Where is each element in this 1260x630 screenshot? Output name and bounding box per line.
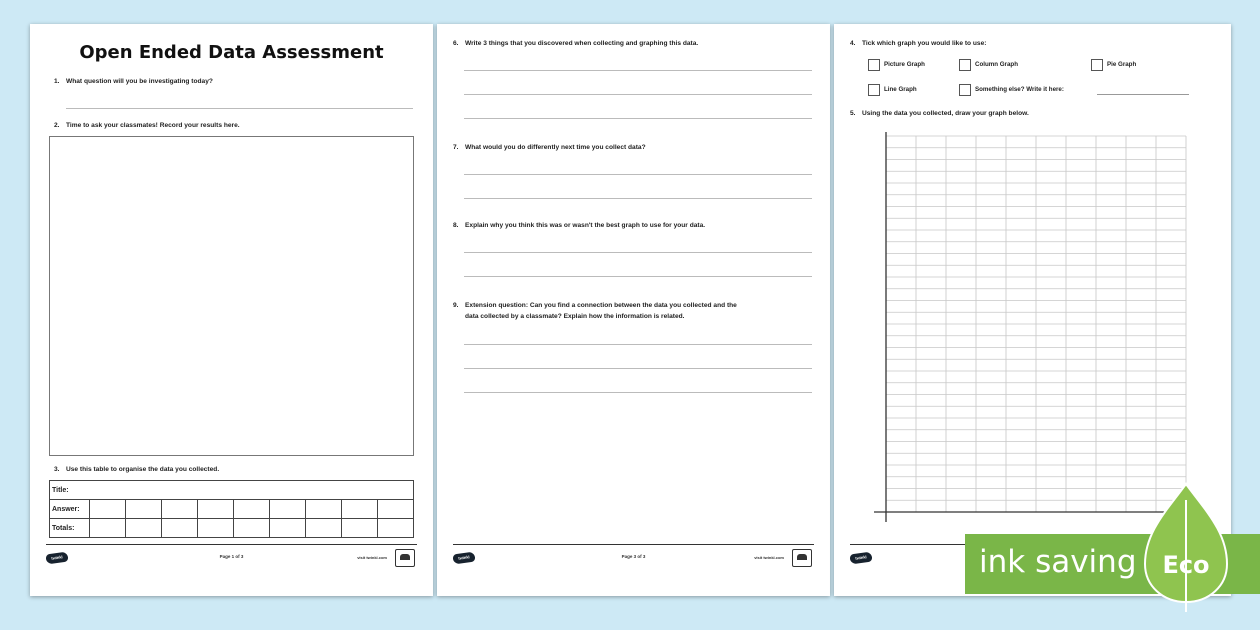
option-label-picture-graph: Picture Graph (884, 61, 925, 68)
answer-line (464, 94, 812, 95)
question-text: Extension question: Can you find a connection between the data you collected and the (465, 302, 737, 309)
table-cell (198, 500, 234, 519)
worksheet-page-3 (437, 24, 830, 596)
quality-badge-icon (395, 549, 415, 567)
question-text: Write 3 things that you discovered when collecting and graphing this data. (465, 40, 699, 47)
table-label-answer: Answer: (50, 500, 90, 519)
table-row (50, 519, 414, 538)
page-footer (453, 544, 814, 574)
table-cell (162, 519, 198, 538)
option-label-line-graph: Line Graph (884, 86, 917, 93)
answer-line (464, 198, 812, 199)
question-number: 6. (453, 40, 459, 47)
question-text: Tick which graph you would like to use: (862, 40, 987, 47)
table-cell (90, 500, 126, 519)
table-cell (162, 500, 198, 519)
results-box (49, 136, 414, 456)
eco-badge-label: Eco (1162, 551, 1210, 579)
table-cell (234, 500, 270, 519)
question-number: 1. (54, 78, 60, 85)
option-label-pie-graph: Pie Graph (1107, 61, 1137, 68)
question-number: 5. (850, 110, 856, 117)
question-text: Using the data you collected, draw your graph below. (862, 110, 1029, 117)
brand-logo: twinkl (452, 552, 475, 565)
brand-logo: twinkl (45, 552, 68, 565)
question-2 (54, 120, 240, 131)
question-number: 4. (850, 40, 856, 47)
option-label-column-graph: Column Graph (975, 61, 1018, 68)
table-cell (126, 519, 162, 538)
table-row (50, 500, 414, 519)
question-8 (453, 220, 705, 231)
question-number: 3. (54, 466, 60, 473)
page-footer (46, 544, 417, 574)
question-number: 2. (54, 122, 60, 129)
table-cell (342, 500, 378, 519)
page-title: Open Ended Data Assessment (79, 42, 384, 63)
table-row (50, 481, 414, 500)
table-cell (378, 500, 414, 519)
page-number: Page 1 of 3 (219, 554, 244, 559)
table-cell (90, 519, 126, 538)
table-label-totals: Totals: (50, 519, 90, 538)
table-label-title: Title: (50, 481, 414, 500)
table-cell (126, 500, 162, 519)
question-text: Explain why you think this was or wasn't the best graph to use for your data. (465, 222, 706, 229)
question-text: data collected by a classmate? Explain how the information is related. (465, 313, 685, 320)
footer-website: visit twinkl.com (754, 555, 784, 560)
table-cell (306, 519, 342, 538)
worksheet-page-1 (30, 24, 433, 596)
question-text: Time to ask your classmates! Record your results here. (66, 122, 240, 129)
eco-leaf-icon (1143, 482, 1229, 614)
answer-line (464, 118, 812, 119)
grid-lines (886, 136, 1186, 512)
question-number: 7. (453, 144, 459, 151)
answer-line (464, 252, 812, 253)
question-text: What would you do differently next time you collect data? (465, 144, 646, 151)
answer-line (464, 276, 812, 277)
table-cell (234, 519, 270, 538)
question-1 (54, 76, 213, 87)
page-number: Page 3 of 3 (621, 554, 646, 559)
answer-line (464, 344, 812, 345)
question-6 (453, 38, 698, 49)
table-cell (342, 519, 378, 538)
question-7 (453, 142, 646, 153)
option-label-something-else: Something else? Write it here: (975, 86, 1064, 93)
answer-line (464, 70, 812, 71)
table-cell (270, 519, 306, 538)
question-text: Use this table to organise the data you collected. (66, 466, 220, 473)
answer-line (66, 108, 413, 109)
data-table (49, 480, 414, 538)
answer-line (464, 392, 812, 393)
question-number: 9. (453, 302, 459, 309)
answer-line (464, 368, 812, 369)
ink-saving-label: ink saving (979, 544, 1137, 580)
question-3 (54, 464, 219, 475)
question-number: 8. (453, 222, 459, 229)
answer-line (464, 174, 812, 175)
table-cell (378, 519, 414, 538)
brand-logo: twinkl (849, 552, 872, 565)
table-cell (270, 500, 306, 519)
question-text: What question will you be investigating today? (66, 78, 213, 85)
table-cell (198, 519, 234, 538)
footer-website: visit twinkl.com (357, 555, 387, 560)
table-cell (306, 500, 342, 519)
question-9 (453, 300, 737, 322)
quality-badge-icon (792, 549, 812, 567)
